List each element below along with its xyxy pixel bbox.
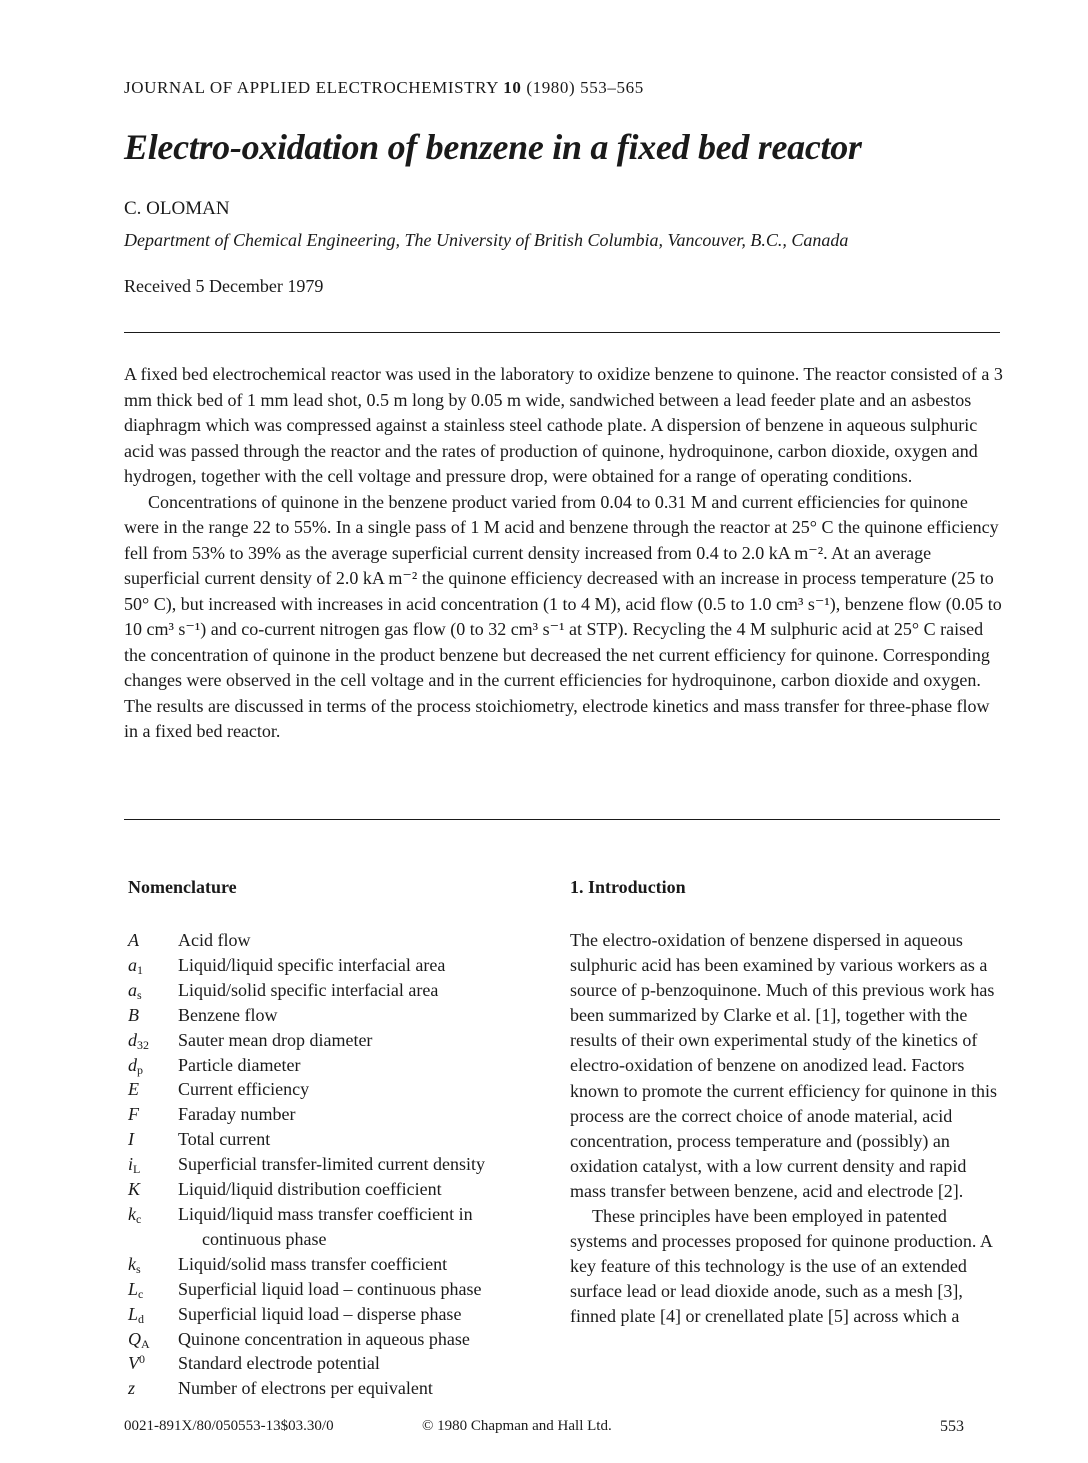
symbol-base: B [128, 1004, 139, 1025]
nomenclature-symbol [128, 953, 178, 978]
definition-text: Superficial transfer-limited current density [178, 1154, 486, 1175]
nomenclature-item [128, 1127, 548, 1152]
definition-text: Benzene flow [178, 1004, 278, 1025]
nomenclature-item [128, 953, 548, 978]
definition-text: Liquid/liquid mass transfer coefficient in [178, 1203, 473, 1224]
received-date: Received 5 December 1979 [124, 276, 324, 296]
nomenclature-definition [178, 1077, 548, 1102]
footer-copyright: © 1980 Chapman and Hall Ltd. [422, 1418, 612, 1434]
nomenclature-item [128, 1252, 548, 1277]
nomenclature-definition [178, 953, 548, 978]
nomenclature-symbol [128, 928, 178, 953]
definition-text: Current efficiency [178, 1079, 310, 1100]
nomenclature-symbol [128, 1376, 178, 1401]
symbol-base: I [128, 1129, 134, 1150]
symbol-base: a [128, 954, 137, 975]
symbol-subscript: 32 [137, 1037, 149, 1052]
nomenclature-definition [178, 978, 548, 1003]
journal-year-pages: (1980) 553–565 [526, 78, 644, 97]
nomenclature-symbol [128, 1028, 178, 1053]
definition-continuation: continuous phase [202, 1228, 327, 1249]
nomenclature-item [128, 1302, 548, 1327]
definition-text: Number of electrons per equivalent [178, 1378, 433, 1399]
nomenclature-symbol [128, 1177, 178, 1202]
symbol-subscript: s [137, 987, 142, 1002]
nomenclature-item [128, 1152, 548, 1177]
abstract-bottom-rule [124, 819, 1000, 820]
nomenclature-heading: Nomenclature [128, 877, 237, 897]
definition-text: Acid flow [178, 930, 251, 950]
nomenclature-symbol [128, 1277, 178, 1302]
definition-text: Particle diameter [178, 1054, 301, 1075]
definition-text: Liquid/solid mass transfer coefficient [178, 1253, 448, 1274]
symbol-subscript: c [136, 1211, 142, 1226]
nomenclature-item [128, 1028, 548, 1053]
introduction-column [570, 876, 1000, 1330]
introduction-heading: 1. Introduction [570, 877, 686, 897]
nomenclature-item [128, 928, 548, 953]
author: C. OLOMAN [124, 198, 230, 219]
definition-text: Liquid/liquid distribution coefficient [178, 1179, 442, 1200]
nomenclature-symbol [128, 1351, 178, 1376]
nomenclature-definition [178, 1177, 548, 1202]
footer-code: 0021-891X/80/050553-13$03.30/0 [124, 1418, 334, 1434]
nomenclature-column [128, 876, 548, 1401]
nomenclature-definition [178, 1102, 548, 1127]
symbol-base: d [128, 1029, 137, 1050]
nomenclature-item [128, 1277, 548, 1302]
nomenclature-symbol [128, 1127, 178, 1152]
page-number: 553 [940, 1418, 964, 1435]
abstract-paragraph-1: A fixed bed electrochemical reactor was used in the laboratory to oxidize benzene to quinone. The reactor consisted of a 3 mm thick bed of 1 mm lead shot, 0.5 m long by 0.05 m wide, sandwiched between a lead feeder plate and an asbestos diaphragm which was compressed against a stainless steel cathode plate. A dispersion of benzene in aqueous sulphuric acid was passed through the reactor and the rates of production of quinone, hydroquinone, carbon dioxide, oxygen and hydrogen, together with the cell voltage and pressure drop, were obtained for a range of operating conditions. [124, 364, 1003, 486]
nomenclature-symbol [128, 1003, 178, 1028]
symbol-subscript: c [138, 1286, 144, 1301]
nomenclature-definition [178, 1127, 548, 1152]
symbol-base: k [128, 1253, 136, 1274]
nomenclature-item [128, 1376, 548, 1401]
symbol-base: L [128, 1303, 139, 1324]
nomenclature-item [128, 978, 548, 1003]
nomenclature-item [128, 1202, 548, 1252]
journal-volume: 10 [503, 78, 522, 97]
nomenclature-definition [178, 1376, 548, 1401]
nomenclature-definition [178, 928, 548, 953]
nomenclature-list [128, 928, 548, 1401]
affiliation: Department of Chemical Engineering, The University of British Columbia, Vancouver, B.C., Canada [124, 230, 849, 250]
nomenclature-symbol [128, 1152, 178, 1177]
nomenclature-symbol [128, 978, 178, 1003]
nomenclature-item [128, 1327, 548, 1352]
definition-text: Quinone concentration in aqueous phase [178, 1328, 470, 1349]
journal-header [124, 78, 644, 98]
abstract [124, 362, 1004, 745]
nomenclature-definition [178, 1351, 548, 1376]
nomenclature-symbol [128, 1202, 178, 1252]
paper-title: Electro-oxidation of benzene in a fixed bed reactor [124, 127, 862, 167]
symbol-subscript: d [138, 1311, 145, 1326]
symbol-base: a [128, 979, 137, 1000]
definition-text: Standard electrode potential [178, 1353, 380, 1374]
symbol-subscript: A [141, 1336, 150, 1351]
symbol-base: A [128, 930, 139, 950]
symbol-superscript: 0 [139, 1352, 145, 1367]
symbol-subscript: L [133, 1162, 141, 1177]
nomenclature-definition [178, 1327, 548, 1352]
nomenclature-item [128, 1003, 548, 1028]
nomenclature-definition [178, 1053, 548, 1078]
introduction-paragraph-2: These principles have been employed in patented systems and processes proposed for quinone production. A key feature of this technology is the use of an extended surface lead or lead dioxide anode, such as a mesh [3], finned plate [4] or crenellated plate [5] across which a [570, 1206, 992, 1327]
definition-text: Sauter mean drop diameter [178, 1029, 373, 1050]
symbol-base: Q [128, 1328, 141, 1349]
nomenclature-symbol [128, 1053, 178, 1078]
introduction-text [570, 928, 1000, 1330]
introduction-paragraph-1: The electro-oxidation of benzene dispersed in aqueous sulphuric acid has been examined by various workers as a source of p-benzoquinone. Much of this previous work has been summarized by Clarke et al. [1], together with the results of their own experimental study of the kinetics of electro-oxidation of benzene on anodized lead. Factors known to promote the current efficiency for quinone in this process are the correct choice of anode material, acid concentration, process temperature and (possibly) an oxidation catalyst, with a low current density and rapid mass transfer between benzene, acid and electrode [2]. [570, 930, 998, 1201]
definition-text: Faraday number [178, 1104, 296, 1125]
nomenclature-symbol [128, 1077, 178, 1102]
nomenclature-symbol [128, 1102, 178, 1127]
symbol-base: z [128, 1378, 136, 1399]
symbol-base: L [128, 1278, 139, 1299]
symbol-subscript: 1 [137, 962, 143, 977]
nomenclature-definition [178, 1202, 548, 1252]
nomenclature-item [128, 1351, 548, 1376]
symbol-base: d [128, 1054, 137, 1075]
nomenclature-item [128, 1077, 548, 1102]
definition-text: Total current [178, 1129, 271, 1150]
nomenclature-definition [178, 1302, 548, 1327]
definition-text: Liquid/solid specific interfacial area [178, 979, 439, 1000]
abstract-paragraph-2: Concentrations of quinone in the benzene product varied from 0.04 to 0.31 M and current efficiencies for quinone were in the range 22 to 55%. In a single pass of 1 M acid and benzene through the reactor at 25° C the quinone efficiency fell from 53% to 39% as the average superficial current density increased from 0.4 to 2.0 kA m⁻². At an average superficial current density of 2.0 kA m⁻² the quinone efficiency decreased with an increase in process temperature (25 to 50° C), but increased with increases in acid concentration (1 to 4 M), acid flow (0.5 to 1.0 cm³ s⁻¹), benzene flow (0.05 to 10 cm³ s⁻¹) and co-current nitrogen gas flow (0 to 32 cm³ s⁻¹ at STP). Recycling the 4 M sulphuric acid at 25° C raised the concentration of quinone in the product benzene but decreased the net current efficiency for quinone. Corresponding changes were observed in the cell voltage and in the current efficiencies for hydroquinone, carbon dioxide and oxygen. The results are discussed in terms of the process stoichiometry, electrode kinetics and mass transfer for three-phase flow in a fixed bed reactor. [124, 491, 1002, 741]
symbol-subscript: s [136, 1261, 141, 1276]
symbol-base: E [128, 1079, 139, 1100]
nomenclature-definition [178, 1277, 548, 1302]
symbol-base: K [128, 1179, 141, 1200]
symbol-base: i [128, 1154, 134, 1175]
abstract-top-rule [124, 332, 1000, 333]
nomenclature-item [128, 1177, 548, 1202]
definition-text: Liquid/liquid specific interfacial area [178, 954, 446, 975]
nomenclature-definition [178, 1003, 548, 1028]
nomenclature-definition [178, 1152, 548, 1177]
nomenclature-item [128, 1053, 548, 1078]
nomenclature-symbol [128, 1252, 178, 1277]
nomenclature-symbol [128, 1302, 178, 1327]
symbol-base: F [128, 1104, 139, 1125]
nomenclature-item [128, 1102, 548, 1127]
symbol-subscript: p [137, 1062, 143, 1077]
nomenclature-definition [178, 1028, 548, 1053]
symbol-base: k [128, 1203, 136, 1224]
nomenclature-symbol [128, 1327, 178, 1352]
nomenclature-definition [178, 1252, 548, 1277]
journal-name: JOURNAL OF APPLIED ELECTROCHEMISTRY [124, 78, 499, 97]
symbol-base: V [128, 1353, 139, 1374]
definition-text: Superficial liquid load – continuous phase [178, 1278, 482, 1299]
definition-text: Superficial liquid load – disperse phase [178, 1303, 462, 1324]
